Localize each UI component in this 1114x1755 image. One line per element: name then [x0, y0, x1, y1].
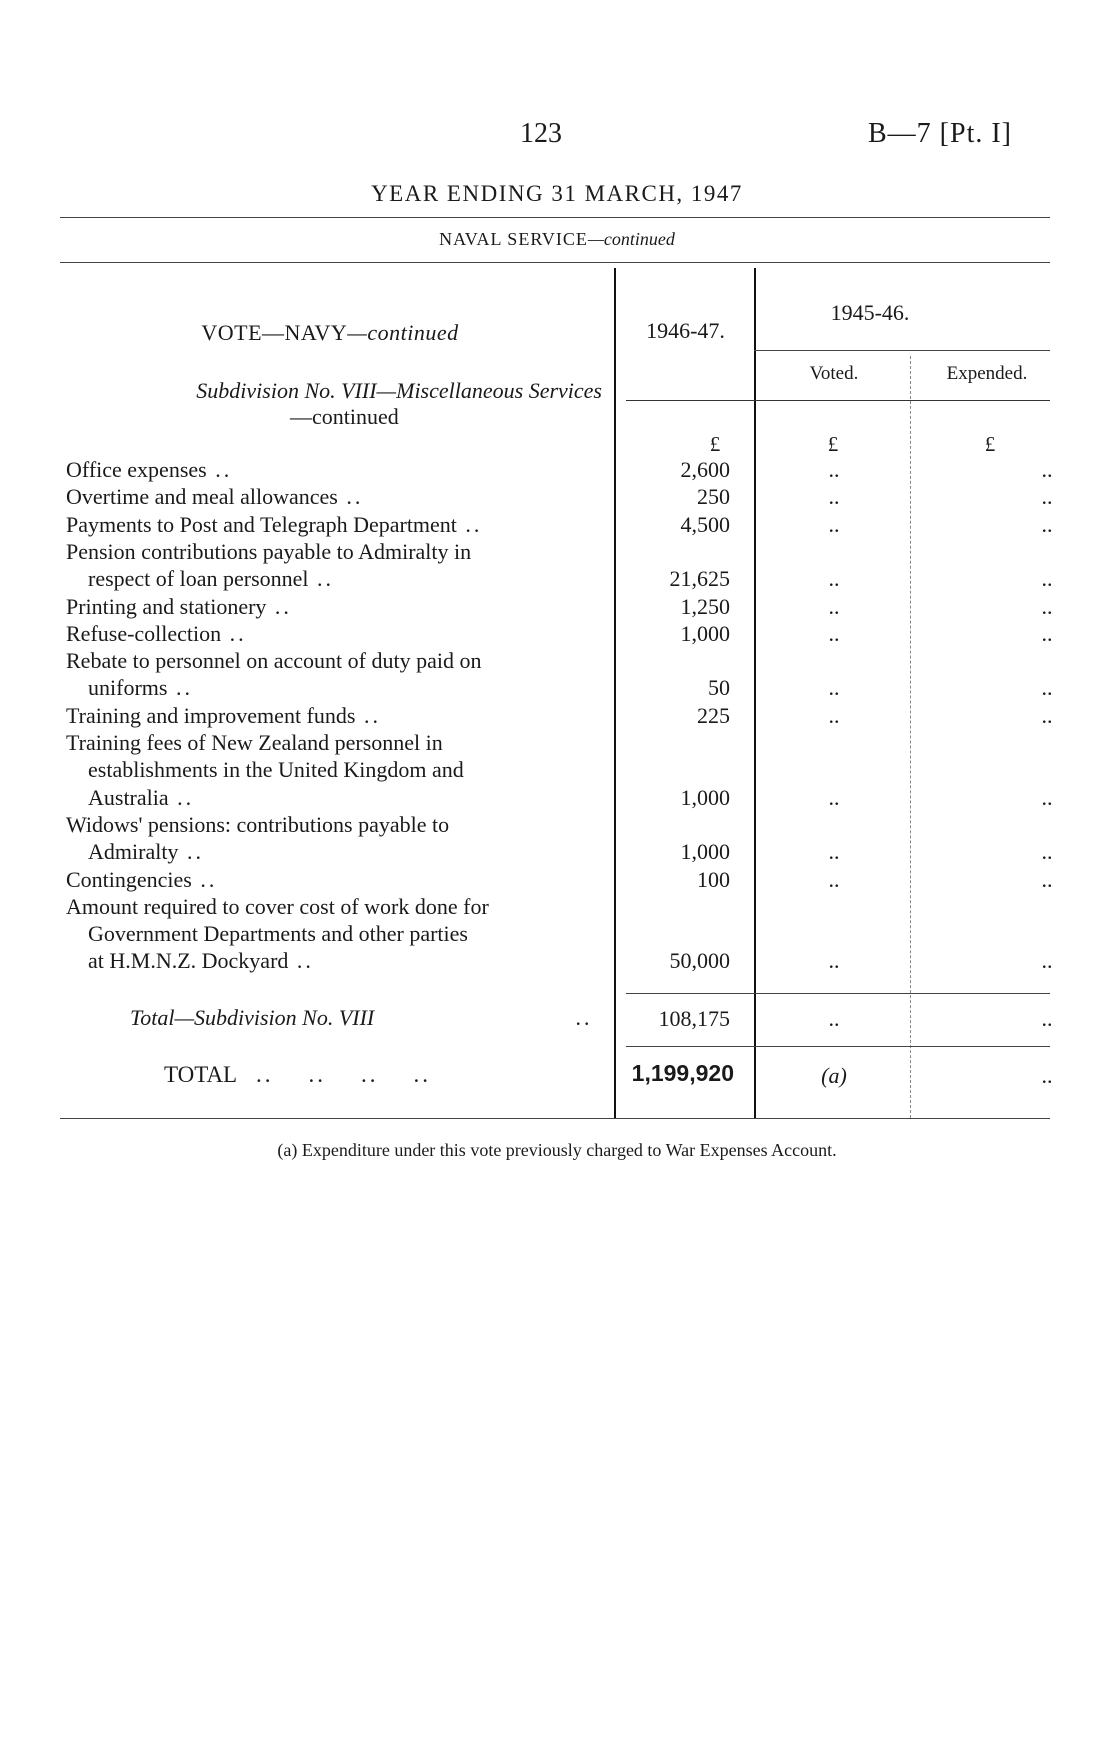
row-amount: 2,600 — [680, 457, 730, 482]
row-voted: .. — [828, 593, 840, 619]
column-header-1946-47: 1946-47. — [646, 318, 725, 343]
row-description-text: Government Departments and other parties — [88, 921, 468, 947]
leader-dots: .. — [576, 1005, 593, 1030]
table-row — [0, 593, 1114, 620]
table-row-continuation — [0, 784, 1114, 811]
row-expended: .. — [1041, 457, 1053, 482]
row-description — [66, 702, 602, 729]
row-expended: .. — [1041, 566, 1053, 592]
subdivision-title: Subdivision No. VIII—Miscellaneous Services — [196, 378, 602, 403]
currency-symbol-current: £ — [709, 432, 721, 456]
column-header-voted: Voted. — [809, 363, 859, 384]
currency-symbol-expended: £ — [984, 432, 996, 456]
leader-dots: .. — [221, 620, 247, 646]
row-amount: 50 — [708, 675, 730, 701]
currency-symbol-voted: £ — [827, 432, 839, 456]
row-description — [88, 784, 602, 811]
service-suffix: —continued — [587, 229, 675, 249]
table-row — [0, 702, 1114, 729]
row-description — [88, 674, 602, 701]
row-description — [66, 620, 602, 647]
row-expended: .. — [1041, 839, 1053, 865]
row-expended: .. — [1041, 484, 1053, 510]
row-description-text: Printing and stationery — [66, 593, 267, 619]
row-amount: 1,000 — [680, 784, 730, 810]
service-heading — [0, 229, 1114, 250]
table-row — [0, 511, 1114, 538]
row-description — [66, 866, 602, 893]
row-description-text: Training and improvement funds — [66, 702, 356, 728]
row-description — [66, 729, 602, 756]
row-description — [66, 483, 602, 510]
leader-dots: .. .. .. .. — [256, 1062, 431, 1087]
subtotal-label: Total—Subdivision No. VIII .. — [130, 1005, 593, 1030]
row-description — [66, 456, 602, 483]
table-row — [0, 456, 1114, 483]
previous-year-rule — [754, 350, 1050, 351]
table-row — [0, 538, 1114, 565]
row-description-text: Pension contributions payable to Admiralty in — [66, 538, 472, 564]
table-row-continuation — [0, 920, 1114, 947]
subtotal-expended: .. — [1041, 1006, 1053, 1031]
row-expended: .. — [1041, 866, 1053, 892]
row-amount: 1,000 — [680, 839, 730, 865]
row-voted: .. — [828, 784, 840, 810]
leader-dots: .. — [288, 948, 314, 974]
vote-suffix: —continued — [347, 320, 459, 345]
table-bottom-rule — [60, 1118, 1050, 1119]
header-bottom-rule — [626, 400, 1050, 401]
leader-dots: .. — [337, 484, 364, 510]
row-amount: 100 — [697, 866, 730, 892]
row-description — [66, 538, 602, 565]
grand-total-top-rule — [626, 1046, 1050, 1047]
row-voted: .. — [828, 457, 840, 482]
row-expended: .. — [1041, 675, 1053, 701]
table-row — [0, 811, 1114, 838]
row-description — [88, 565, 602, 592]
row-description-text: respect of loan personnel — [88, 566, 309, 592]
row-expended: .. — [1041, 702, 1053, 728]
row-description — [88, 756, 602, 783]
row-voted: .. — [828, 675, 840, 701]
subtotal-row — [0, 1005, 1114, 1032]
table-row — [0, 483, 1114, 510]
leader-dots: .. — [266, 593, 292, 619]
service-name: NAVAL SERVICE — [439, 229, 588, 249]
row-amount: 250 — [697, 484, 730, 510]
subtotal-amount: 108,175 — [658, 1006, 730, 1031]
row-description-text: Overtime and meal allowances — [66, 484, 338, 510]
table-row-continuation — [0, 565, 1114, 592]
table-row — [0, 620, 1114, 647]
row-amount: 50,000 — [669, 948, 730, 974]
table-row-continuation — [0, 756, 1114, 783]
page-reference: B—7 [Pt. I] — [868, 118, 1012, 149]
row-amount: 1,000 — [680, 620, 730, 646]
row-voted: .. — [828, 948, 840, 974]
row-amount: 21,625 — [669, 566, 730, 592]
year-heading: YEAR ENDING 31 MARCH, 1947 — [371, 181, 743, 206]
row-description-text: Payments to Post and Telegraph Department — [66, 511, 457, 537]
row-expended: .. — [1041, 511, 1053, 537]
row-description-text: Australia — [88, 784, 169, 810]
footnote: (a) Expenditure under this vote previously charged to War Expenses Account. — [277, 1140, 837, 1160]
row-description-text: Office expenses — [66, 457, 207, 482]
leader-dots: .. — [167, 675, 193, 701]
row-description — [88, 947, 602, 974]
table-row — [0, 893, 1114, 920]
row-voted: .. — [828, 620, 840, 646]
row-description — [66, 893, 602, 920]
page-number: 123 — [520, 118, 562, 149]
top-rule — [60, 217, 1050, 218]
row-expended: .. — [1041, 784, 1053, 810]
grand-total-voted: (a) — [821, 1063, 847, 1088]
leader-dots: .. — [355, 702, 381, 728]
subtotal-top-rule — [626, 993, 1050, 994]
table-row-continuation — [0, 838, 1114, 865]
row-description — [66, 647, 602, 674]
leader-dots: .. — [168, 784, 195, 810]
table-row — [0, 647, 1114, 674]
table-top-rule — [60, 262, 1050, 263]
row-description-text: at H.M.N.Z. Dockyard — [88, 948, 289, 974]
row-expended: .. — [1041, 620, 1053, 646]
row-description — [88, 838, 602, 865]
table-row — [0, 729, 1114, 756]
leader-dots: .. — [206, 457, 233, 482]
row-expended: .. — [1041, 593, 1053, 619]
row-voted: .. — [828, 511, 840, 537]
subdivision-continued: —continued — [290, 404, 399, 429]
leader-dots: .. — [456, 511, 483, 537]
column-header-expended: Expended. — [946, 363, 1028, 384]
table-row-continuation — [0, 674, 1114, 701]
leader-dots: .. — [191, 866, 218, 892]
row-voted: .. — [828, 839, 840, 865]
table-row-continuation — [0, 947, 1114, 974]
row-description-text: Amount required to cover cost of work done for — [66, 893, 489, 919]
row-description-text: Admiralty — [88, 839, 179, 865]
leader-dots: .. — [178, 839, 204, 865]
row-description-text: Refuse-collection — [66, 620, 222, 646]
row-voted: .. — [828, 566, 840, 592]
vote-name: VOTE—NAVY — [201, 320, 348, 345]
row-voted: .. — [828, 702, 840, 728]
row-description-text: establishments in the United Kingdom and — [88, 757, 464, 783]
row-description-text: Training fees of New Zealand personnel in — [66, 730, 443, 755]
row-amount: 1,250 — [680, 593, 730, 619]
subtotal-voted: .. — [828, 1006, 840, 1031]
row-description — [66, 811, 602, 838]
row-description-text: Contingencies — [66, 866, 192, 892]
column-header-1945-46: 1945-46. — [830, 300, 910, 325]
leader-dots: .. — [308, 566, 335, 592]
row-expended: .. — [1041, 948, 1053, 974]
row-description-text: uniforms — [88, 675, 168, 701]
row-voted: .. — [828, 866, 840, 892]
row-description — [66, 511, 602, 538]
row-description-text: Rebate to personnel on account of duty paid on — [66, 648, 482, 674]
grand-total-row — [0, 1062, 1114, 1089]
row-description — [88, 920, 602, 947]
grand-total-label: TOTAL .. .. .. .. — [164, 1062, 431, 1087]
vote-title — [60, 320, 600, 346]
row-description-text: Widows' pensions: contributions payable to — [66, 811, 450, 837]
table-row — [0, 866, 1114, 893]
row-voted: .. — [828, 484, 840, 510]
row-amount: 225 — [697, 702, 730, 728]
grand-total-expended: .. — [1041, 1063, 1053, 1088]
grand-total-amount: 1,199,920 — [631, 1060, 734, 1086]
row-amount: 4,500 — [680, 511, 730, 537]
row-description — [66, 593, 602, 620]
